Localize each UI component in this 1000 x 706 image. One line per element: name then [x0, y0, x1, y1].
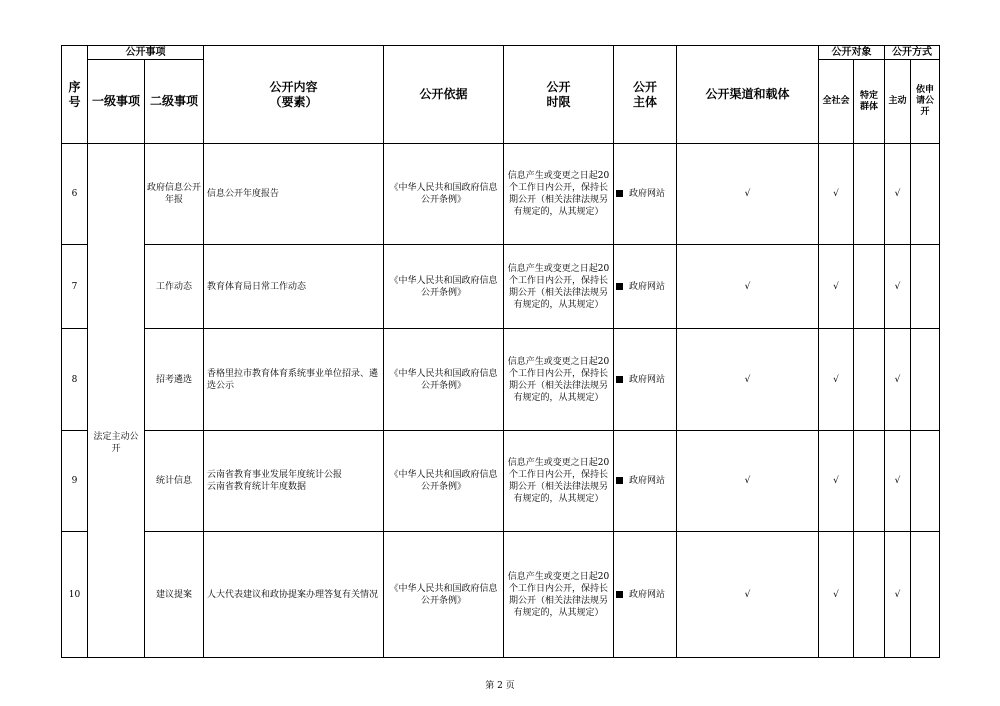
- header-subject-line1: 公开: [632, 79, 657, 94]
- header-method-group: 公开方式: [885, 46, 940, 60]
- row-basis: 《中华人民共和国政府信息公开条例》: [384, 431, 504, 532]
- row-content: 香格里拉市教育体育系统事业单位招录、遴选公示: [204, 329, 384, 431]
- row-subject-text: 政府网站: [629, 281, 666, 292]
- row-content: 教育体育局日常工作动态: [204, 245, 384, 329]
- header-content: [204, 46, 384, 144]
- header-time-line1: 公开: [546, 79, 571, 94]
- header-level2: 二级事项: [145, 60, 204, 144]
- row-whole-society-check: √: [819, 144, 854, 245]
- row-content-line2: 云南省教育统计年度数据: [207, 482, 307, 492]
- table-row: [62, 245, 940, 329]
- table-row: [62, 532, 940, 658]
- row-time: 信息产生或变更之日起20个工作日内公开，保持长期公开（相关法律法规另有规定的，从其规定）: [504, 431, 614, 532]
- row-subject: [614, 329, 677, 431]
- header-active: 主动: [885, 60, 911, 144]
- row-subject-text: 政府网站: [629, 189, 666, 199]
- table-row: [62, 329, 940, 431]
- row-active-check: √: [885, 144, 911, 245]
- header-target-group: 公开对象: [819, 46, 885, 60]
- row-time: 信息产生或变更之日起20个工作日内公开，保持长期公开（相关法律法规另有规定的，从其规定）: [504, 245, 614, 329]
- row-subject-text: 政府网站: [629, 476, 666, 486]
- row-content: [204, 431, 384, 532]
- row-on-request-check: [911, 329, 940, 431]
- row-seq: 7: [62, 245, 88, 329]
- row-item: 统计信息: [145, 431, 204, 532]
- row-basis: 《中华人民共和国政府信息公开条例》: [384, 144, 504, 245]
- row-on-request-check: [911, 245, 940, 329]
- row-seq: 9: [62, 431, 88, 532]
- row-whole-society-check: √: [819, 431, 854, 532]
- header-specific-group: 特定群体: [854, 60, 885, 144]
- row-specific-group-check: [854, 144, 885, 245]
- row-subject-text: 政府网站: [629, 374, 666, 385]
- disclosure-table-sheet: [61, 45, 940, 658]
- row-channel-check: √: [677, 431, 819, 532]
- header-whole-society: 全社会: [819, 60, 854, 144]
- row-active-check: √: [885, 329, 911, 431]
- row-item: 建议提案: [145, 532, 204, 658]
- row-specific-group-check: [854, 245, 885, 329]
- row-on-request-check: [911, 144, 940, 245]
- row-subject: [614, 431, 677, 532]
- header-on-request: 依申请公开: [911, 60, 940, 144]
- page-number: 第 2 页: [485, 681, 515, 691]
- header-content-line1: 公开内容: [269, 79, 318, 94]
- square-bullet-icon: [616, 477, 623, 484]
- header-basis: 公开依据: [384, 46, 504, 144]
- row-basis: 《中华人民共和国政府信息公开条例》: [384, 245, 504, 329]
- square-bullet-icon: [616, 190, 623, 197]
- header-subject: [614, 46, 677, 144]
- row-seq: 6: [62, 144, 88, 245]
- row-item: 政府信息公开年报: [145, 144, 204, 245]
- row-content: 人大代表建议和政协提案办理答复有关情况: [204, 532, 384, 658]
- row-seq: 10: [62, 532, 88, 658]
- row-content: 信息公开年度报告: [204, 144, 384, 245]
- row-specific-group-check: [854, 532, 885, 658]
- row-active-check: √: [885, 532, 911, 658]
- table-row: [62, 431, 940, 532]
- row-channel-check: √: [677, 532, 819, 658]
- category-cell: 法定主动公开: [88, 144, 145, 658]
- row-channel-check: √: [677, 329, 819, 431]
- header-time: [504, 46, 614, 144]
- table-row: [62, 144, 940, 245]
- row-subject-text: 政府网站: [629, 589, 666, 600]
- square-bullet-icon: [616, 591, 623, 598]
- row-active-check: √: [885, 245, 911, 329]
- row-basis: 《中华人民共和国政府信息公开条例》: [384, 329, 504, 431]
- row-item: 招考遴选: [145, 329, 204, 431]
- header-content-line2: （要素）: [269, 94, 318, 109]
- row-active-check: √: [885, 431, 911, 532]
- square-bullet-icon: [616, 283, 623, 290]
- header-seq: 序号: [62, 46, 88, 144]
- row-on-request-check: [911, 431, 940, 532]
- row-basis: 《中华人民共和国政府信息公开条例》: [384, 532, 504, 658]
- disclosure-table: [61, 45, 940, 658]
- row-seq: 8: [62, 329, 88, 431]
- square-bullet-icon: [616, 376, 623, 383]
- row-content-line1: 云南省教育事业发展年度统计公报: [207, 470, 343, 480]
- row-time: 信息产生或变更之日起20个工作日内公开，保持长期公开（相关法律法规另有规定的，从其规定）: [504, 532, 614, 658]
- header-group-items: 公开事项: [88, 46, 204, 60]
- row-whole-society-check: √: [819, 245, 854, 329]
- row-subject: [614, 144, 677, 245]
- row-subject: [614, 532, 677, 658]
- row-time: 信息产生或变更之日起20个工作日内公开，保持长期公开（相关法律法规另有规定的，从其规定）: [504, 144, 614, 245]
- header-channel: 公开渠道和载体: [677, 46, 819, 144]
- row-specific-group-check: [854, 431, 885, 532]
- row-channel-check: √: [677, 144, 819, 245]
- row-specific-group-check: [854, 329, 885, 431]
- row-whole-society-check: √: [819, 329, 854, 431]
- row-on-request-check: [911, 532, 940, 658]
- row-item: 工作动态: [145, 245, 204, 329]
- row-time: 信息产生或变更之日起20个工作日内公开，保持长期公开（相关法律法规另有规定的，从其规定）: [504, 329, 614, 431]
- header-subject-line2: 主体: [632, 94, 657, 109]
- row-channel-check: √: [677, 245, 819, 329]
- header-time-line2: 时限: [546, 94, 571, 109]
- row-whole-society-check: √: [819, 532, 854, 658]
- row-subject: [614, 245, 677, 329]
- header-level1: 一级事项: [88, 60, 145, 144]
